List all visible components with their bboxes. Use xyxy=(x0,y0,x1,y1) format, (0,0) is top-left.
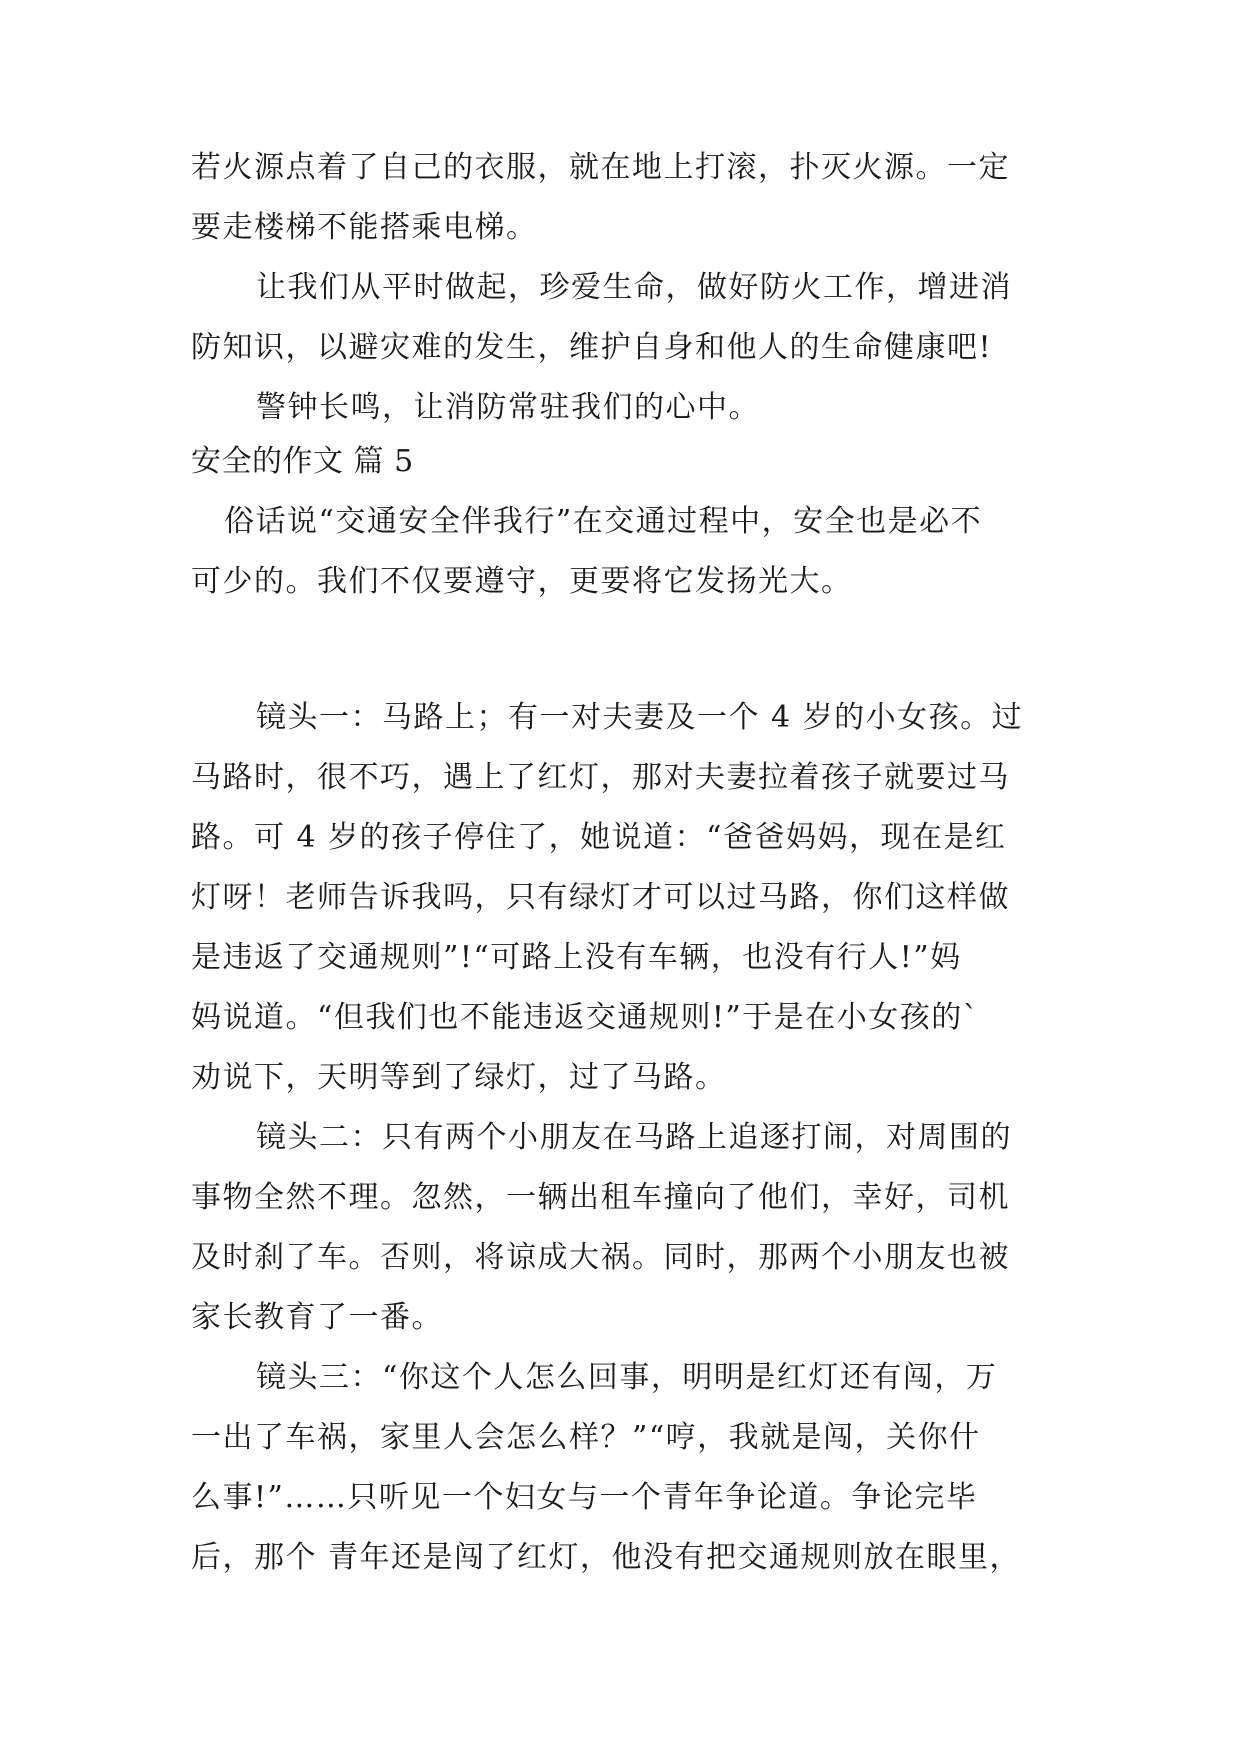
text-line: 妈说道。“但我们也不能违返交通规则!”于是在小女孩的` xyxy=(191,1000,980,1035)
text-line: 一出了车祸，家里人会怎么样？”“哼，我就是闯，关你什 xyxy=(191,1420,981,1455)
text-line: 是违返了交通规则”!“可路上没有车辆，也没有行人!”妈 xyxy=(191,940,962,975)
text-line: 后，那个 青年还是闯了红灯，他没有把交通规则放在眼里， xyxy=(191,1540,1022,1575)
paragraph-start: 让我们从平时做起，珍爱生命，做好防火工作，增进消 xyxy=(256,270,1012,305)
text-line: 劝说下，天明等到了绿灯，过了马路。 xyxy=(191,1060,727,1095)
text-line: 若火源点着了自己的衣服，就在地上打滚，扑灭火源。一定 xyxy=(191,150,1010,185)
paragraph-start: 镜头三：“你这个人怎么回事，明明是红灯还有闯，万 xyxy=(256,1360,998,1395)
text-line: 路。可 4 岁的孩子停住了，她说道：“爸爸妈妈，现在是红 xyxy=(191,820,1007,855)
text-line: 家长教育了一番。 xyxy=(191,1300,443,1335)
paragraph-start: 警钟长鸣，让消防常驻我们的心中。 xyxy=(256,390,760,425)
text-line: 灯呀！老师告诉我吗，只有绿灯才可以过马路，你们这样做 xyxy=(191,880,1010,915)
text-line: 事物全然不理。忽然，一辆出租车撞向了他们，幸好，司机 xyxy=(191,1180,1010,1215)
text-line: 防知识，以避灾难的发生，维护自身和他人的生命健康吧! xyxy=(191,330,993,365)
section-heading: 安全的作文 篇 5 xyxy=(191,444,414,479)
text-line: 及时刹了车。否则，将谅成大祸。同时，那两个小朋友也被 xyxy=(191,1240,1010,1275)
paragraph-start: 镜头一：马路上；有一对夫妻及一个 4 岁的小女孩。过 xyxy=(256,700,1024,735)
text-line: 马路时，很不巧，遇上了红灯，那对夫妻拉着孩子就要过马 xyxy=(191,760,1010,795)
text-line: 么事!”……只听见一个妇女与一个青年争论道。争论完毕 xyxy=(191,1480,978,1515)
paragraph-start: 镜头二：只有两个小朋友在马路上追逐打闹，对周围的 xyxy=(256,1120,1012,1155)
paragraph-start: 俗话说“交通安全伴我行”在交通过程中，安全也是必不 xyxy=(224,504,983,539)
text-line: 要走楼梯不能搭乘电梯。 xyxy=(191,210,538,245)
text-line: 可少的。我们不仅要遵守，更要将它发扬光大。 xyxy=(191,564,853,599)
